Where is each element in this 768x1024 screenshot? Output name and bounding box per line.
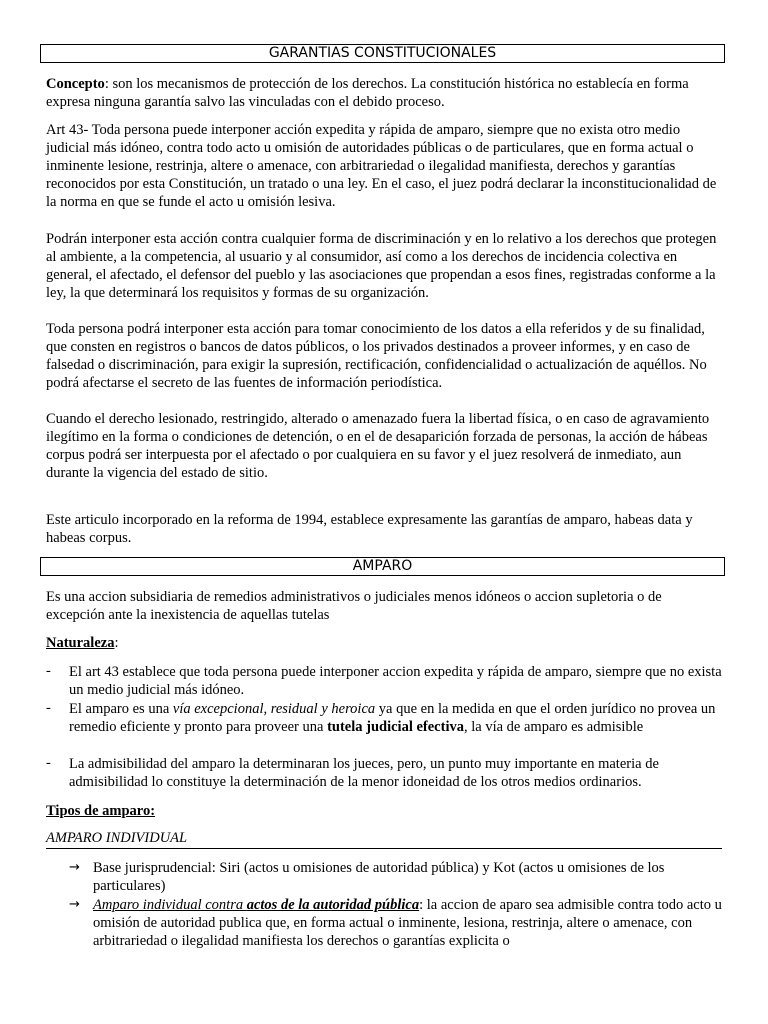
este-articulo-paragraph — [46, 511, 722, 547]
text-run: : la accion de aparo sea admisible contra todo acto u omisión de autoridad publica que, en forma actual o inminente, lesiona, restrinja, altere o amenace, con arbitrariedad o ilegalidad manifiesta los derechos o garantías explicita o — [93, 897, 722, 949]
cuando-paragraph — [46, 410, 722, 482]
text-run: ya que en la medida en que el orden jurídico no provea un remedio eficiente y pronto para proveer una — [69, 701, 716, 735]
bullet-marker: - — [46, 755, 51, 771]
text-run: tutela judicial efectiva — [327, 719, 464, 735]
toda-persona-paragraph — [46, 320, 722, 392]
text-run: Podrán interponer esta acción contra cualquier forma de discriminación y en lo relativo a los derechos que protegen al ambiente, a la competencia, al usuario y al consumidor, así como a los derechos de incidencia colectiva en general, el afectado, el defensor del pueblo y las asociaciones que propendan a esos fines, registradas conforme a la ley, la que determinará los requisitos y formas de su organización. — [46, 231, 717, 301]
text-run: : son los mecanismos de protección de los derechos. La constitución histórica no establecía en forma expresa ninguna garantía salvo las vinculadas con el debido proceso. — [46, 76, 689, 110]
bullet-marker: - — [46, 663, 51, 679]
arrow-icon: → — [69, 897, 80, 912]
section-title-garantias: GARANTIAS CONSTITUCIONALES — [40, 44, 725, 63]
naturaleza-item-3 — [69, 755, 725, 791]
text-run: vía excepcional, residual y heroica — [172, 701, 376, 717]
naturaleza-item-2 — [69, 700, 725, 736]
text-run: Art 43- Toda persona puede interponer acción expedita y rápida de amparo, siempre que no exista otro medio judicial más idóneo, contra todo acto u omisión de autoridades públicas o de particulares, que en forma actual o inminente lesione, restrinja, altere o amenace, con arbitrariedad o ilegalidad manifiesta, derechos y garantías reconocidos por esta Constitución, un tratado o una ley. En el caso, el juez podrá declarar la inconstitucionalidad de la norma en que se funde el acto u omisión lesiva. — [46, 122, 717, 210]
arrow-icon: → — [69, 860, 80, 875]
text-run: , la vía de amparo es admisible — [463, 719, 644, 735]
text-run: El art 43 establece que toda persona puede interponer accion expedita y rápida de amparo, siempre que no exista un medio judicial más idóneo. — [69, 664, 722, 698]
text-run: Naturaleza — [46, 635, 115, 651]
text-run: AMPARO INDIVIDUAL — [46, 830, 188, 846]
naturaleza-item-1 — [69, 663, 725, 699]
bullet-marker: - — [46, 700, 51, 716]
amparo-item-2 — [93, 896, 725, 950]
text-run: La admisibilidad del amparo la determinaran los jueces, pero, un punto muy importante en materia de admisibilidad lo constituye la determinación de la menor idoneidad de los otros medios ordinarios. — [69, 756, 659, 790]
heading-rule — [46, 848, 722, 849]
text-run: Amparo individual contra — [93, 897, 247, 913]
concepto-paragraph — [46, 75, 722, 111]
text-run: Tipos de amparo: — [46, 803, 156, 819]
tipos-heading — [46, 802, 722, 820]
text-run: Toda persona podrá interponer esta acción para tomar conocimiento de los datos a ella referidos y de su finalidad, que consten en registros o bancos de datos públicos, o los privados destinados a proveer informes, y en caso de falsedad o discriminación, para exigir la supresión, rectificación, confidencialidad o actualización de aquéllos. No podrá afectarse el secreto de las fuentes de información periodística. — [46, 321, 707, 391]
text-run: : — [114, 635, 119, 651]
text-run: Base jurisprudencial: Siri (actos u omisiones de autoridad pública) y Kot (actos u omisiones de los particulares) — [93, 860, 665, 894]
amparo-individual-heading — [46, 829, 722, 847]
podran-paragraph — [46, 230, 722, 302]
text-run: Concepto — [46, 76, 105, 92]
text-run: Es una accion subsidiaria de remedios administrativos o judiciales menos idóneos o accion supletoria o de excepción ante la inexistencia de aquellas tutelas — [46, 589, 662, 623]
text-run: Cuando el derecho lesionado, restringido, alterado o amenazado fuera la libertad física, o en caso de agravamiento ilegítimo en la forma o condiciones de detención, o en el de desaparición forzada de personas, la acción de hábeas corpus podrá ser interpuesta por el afectado o por cualquiera en su favor y el juez resolverá de inmediato, aun durante la vigencia del estado de sitio. — [46, 411, 710, 481]
section-title-amparo: AMPARO — [40, 557, 725, 576]
text-run: Este articulo incorporado en la reforma de 1994, establece expresamente las garantías de amparo, habeas data y habeas corpus. — [46, 512, 693, 546]
text-run: actos de la autoridad pública — [246, 897, 420, 913]
naturaleza-heading — [46, 634, 722, 652]
art43-paragraph — [46, 121, 722, 211]
amparo-intro-paragraph — [46, 588, 722, 624]
amparo-item-1 — [93, 859, 725, 895]
text-run: El amparo es una — [69, 701, 173, 717]
